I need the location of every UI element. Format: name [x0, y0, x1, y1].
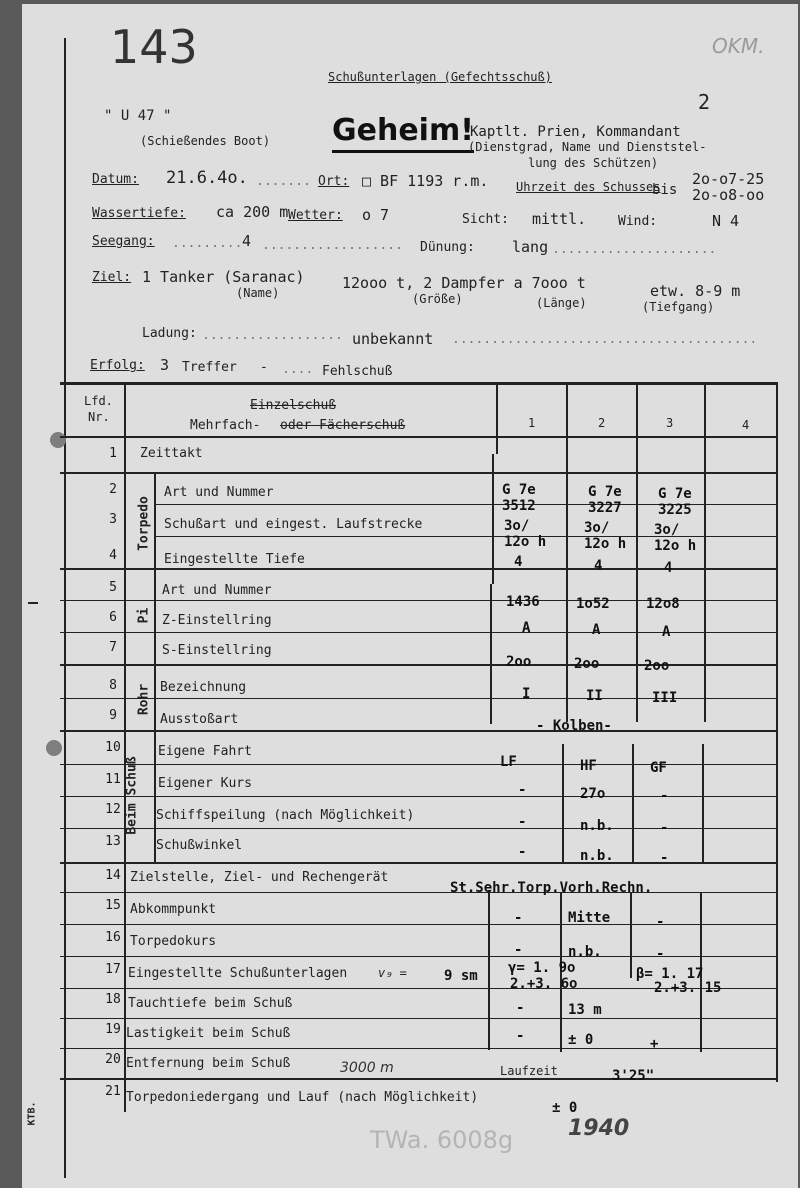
- secret-stamp: Geheim!: [332, 112, 474, 153]
- wind-label: Wind:: [618, 214, 658, 229]
- row-label: Tauchtiefe beim Schuß: [128, 996, 293, 1011]
- cell-r2-c1a: G 7e: [502, 482, 536, 498]
- footer-faint-stamp: TWa. 6008g: [370, 1126, 514, 1154]
- table-top-border: [60, 382, 778, 385]
- boat-name: " U 47 ": [104, 108, 172, 124]
- target-name-caption: (Name): [236, 286, 280, 300]
- row-label: S-Einstellring: [162, 643, 272, 658]
- row-number: 13: [105, 834, 121, 849]
- success-dots: ....: [282, 362, 314, 377]
- row-number: 3: [109, 512, 117, 527]
- success-label: Erfolg:: [90, 358, 145, 373]
- row-line-11: [60, 796, 776, 797]
- row-number: 20: [105, 1052, 121, 1067]
- cell-r2-c3b: 3225: [658, 502, 692, 518]
- cell-r3-c2a: 3o/: [584, 520, 610, 536]
- cargo-label: Ladung:: [142, 326, 197, 341]
- row-line-12: [60, 828, 776, 829]
- cell-r5-c1: 1436: [506, 594, 540, 610]
- cell-r15-c3: -: [656, 914, 665, 930]
- sea-label: Seegang:: [92, 234, 155, 249]
- table-header-border: [60, 436, 778, 438]
- col-line-2-mid: [562, 744, 564, 864]
- cell-r16-c1: -: [514, 942, 523, 958]
- col-line-4-mid: [702, 744, 704, 864]
- col-line-group: [154, 472, 156, 862]
- time-to: 2o-o8-oo: [692, 186, 765, 204]
- cell-r16-c3: -: [656, 946, 665, 962]
- cell-r17-v-label: v₉ =: [378, 966, 407, 980]
- row-label: Bezeichnung: [160, 680, 247, 695]
- cell-r12-c1: -: [518, 814, 527, 830]
- date-label: Datum:: [92, 172, 139, 187]
- cell-r2-c2a: G 7e: [588, 484, 622, 500]
- weather-label: Wetter:: [288, 208, 343, 223]
- sea-value: 4: [242, 232, 252, 250]
- row-line-3: [156, 536, 776, 537]
- commander-caption-1: (Dienstgrad, Name und Dienststel-: [468, 140, 707, 154]
- row-line-10: [60, 764, 776, 765]
- cell-r15-c2: Mitte: [568, 910, 611, 926]
- cell-r10-c3: GF: [650, 760, 667, 776]
- target-name: 1 Tanker (Saranac): [142, 268, 305, 286]
- target-size: 12ooo t, 2 Dampfer a 7ooo t: [342, 274, 586, 292]
- punch-hole-bottom: [46, 740, 62, 756]
- cell-r6-c3: A: [662, 624, 671, 640]
- cell-r21-value: ± 0: [552, 1100, 578, 1116]
- cell-r3-c1b: 12o h: [504, 534, 547, 550]
- success-dash: -: [260, 360, 268, 375]
- cell-r9-kolben: - Kolben-: [536, 718, 612, 734]
- row-label: Eigener Kurs: [158, 776, 252, 791]
- sea-dots-2: ..................: [262, 238, 403, 253]
- cell-r12-c2: n.b.: [580, 818, 614, 834]
- cell-r4-c2: 4: [594, 558, 603, 574]
- target-label: Ziel:: [92, 270, 132, 285]
- group-rohr: Rohr: [136, 683, 152, 716]
- cell-r3-c2b: 12o h: [584, 536, 627, 552]
- cell-r2-c3a: G 7e: [658, 486, 692, 502]
- document-page: [22, 4, 798, 1188]
- col-line-1-b: [490, 584, 492, 724]
- cell-r5-c2: 1o52: [576, 596, 610, 612]
- row-label: Torpedoniedergang und Lauf (nach Möglichkeit): [126, 1090, 479, 1105]
- target-length-caption: (Länge): [536, 296, 587, 310]
- cargo-value: unbekannt: [352, 330, 434, 348]
- cargo-dots: ..................: [202, 328, 343, 343]
- cell-r17-v-value: 9 sm: [444, 968, 478, 984]
- col-line-right: [776, 382, 778, 1082]
- head-single-struck: Einzelschuß: [250, 398, 337, 413]
- cell-r20-laufzeit-value: 3'25": [612, 1068, 655, 1084]
- cell-r11-c2: 27o: [580, 786, 606, 802]
- group-beim-schuss: Beim Schuß: [124, 756, 140, 835]
- depth-label: Wassertiefe:: [92, 206, 186, 221]
- row-number: 21: [105, 1084, 121, 1099]
- head-fan-struck: oder Fächerschuß: [280, 418, 406, 433]
- cell-r11-c3: -: [660, 788, 669, 804]
- row-number: 2: [109, 482, 117, 497]
- head-col-1: 1: [528, 416, 536, 430]
- head-lfd: Lfd.: [84, 394, 113, 408]
- col-line-1-top: [496, 382, 498, 454]
- row-line-16: [60, 956, 776, 957]
- boat-caption: (Schießendes Boot): [140, 134, 271, 148]
- row-label: Eigene Fahrt: [158, 744, 252, 759]
- date-value: 21.6.4o.: [166, 168, 248, 188]
- row-line-20: [60, 1078, 776, 1080]
- row-line-9: [60, 730, 776, 732]
- margin-tick: [28, 602, 38, 604]
- row-label: Art und Nummer: [162, 583, 272, 598]
- sea-dots: .........: [172, 236, 243, 251]
- row-label: Ausstoßart: [160, 712, 239, 727]
- row-line-18: [60, 1018, 776, 1019]
- row-number: 1: [109, 446, 117, 461]
- row-number: 8: [109, 678, 117, 693]
- archive-number: 143: [110, 20, 198, 74]
- cell-r19-c3: +: [650, 1036, 659, 1052]
- page-number: 2: [698, 90, 711, 114]
- weather-value: o 7: [362, 206, 390, 224]
- archive-stamp: OKM.: [712, 34, 765, 58]
- row-number: 7: [109, 640, 117, 655]
- cell-r3-c1a: 3o/: [504, 518, 530, 534]
- cell-r10-c1: LF: [500, 754, 517, 770]
- head-col-2: 2: [598, 416, 606, 430]
- row-number: 12: [105, 802, 121, 817]
- cell-r3-c3a: 3o/: [654, 522, 680, 538]
- cell-r8-c2: II: [586, 688, 603, 704]
- head-multi: Mehrfach-: [190, 418, 261, 433]
- row-number: 10: [105, 740, 121, 755]
- cell-r19-c2: ± 0: [568, 1032, 594, 1048]
- row-line-14: [60, 892, 776, 893]
- cell-r6-c2: A: [592, 622, 601, 638]
- swell-label: Dünung:: [420, 240, 475, 255]
- row-number: 4: [109, 548, 117, 563]
- cell-r17-beta-2: 2.+3. 15: [654, 980, 722, 996]
- cell-r8-c1: I: [522, 686, 531, 702]
- cell-r16-c2: n.b.: [568, 944, 602, 960]
- cell-r11-c1: -: [518, 782, 527, 798]
- cell-r4-c3: 4: [664, 560, 673, 576]
- cell-r13-c2: n.b.: [580, 848, 614, 864]
- col-line-4-top: [704, 382, 706, 722]
- row-line-1: [60, 472, 776, 474]
- cargo-dots-2: .......................................: [452, 332, 758, 347]
- time-bis: bis: [652, 182, 678, 198]
- row-label: Torpedokurs: [130, 934, 217, 949]
- row-line-19: [60, 1048, 776, 1049]
- cell-r7-c2: 2oo: [574, 656, 600, 672]
- visibility-value: mittl.: [532, 210, 587, 228]
- cell-r5-c3: 12o8: [646, 596, 680, 612]
- target-draft-caption: (Tiefgang): [642, 300, 715, 314]
- success-hits-word: Treffer: [182, 360, 237, 375]
- row-label: Zielstelle, Ziel- und Rechengerät: [130, 870, 389, 885]
- col-line-2-top: [566, 382, 568, 722]
- row-number: 18: [105, 992, 121, 1007]
- cell-r2-c1b: 3512: [502, 498, 536, 514]
- place-label: Ort:: [318, 174, 350, 189]
- row-label: Eingestellte Tiefe: [164, 552, 305, 567]
- target-draft: etw. 8-9 m: [650, 282, 741, 300]
- wind-value: N 4: [712, 212, 740, 230]
- form-heading: Schußunterlagen (Gefechtsschuß): [328, 70, 552, 84]
- cell-r20-laufzeit-label: Laufzeit: [500, 1064, 558, 1078]
- cell-r10-c2: HF: [580, 758, 597, 774]
- time-label: Uhrzeit des Schusses: [516, 180, 661, 194]
- cell-r7-c3: 2oo: [644, 658, 670, 674]
- row-label: Schußart und eingest. Laufstrecke: [164, 517, 423, 532]
- group-torpedo: Torpedo: [136, 496, 152, 551]
- success-miss: Fehlschuß: [322, 364, 393, 379]
- row-line-13: [60, 862, 776, 864]
- commander-caption-2: lung des Schützen): [528, 156, 659, 170]
- cell-r12-c3: -: [660, 820, 669, 836]
- head-nr: Nr.: [88, 410, 110, 424]
- cell-r3-c3b: 12o h: [654, 538, 697, 554]
- depth-value: ca 200 m: [216, 203, 289, 221]
- row-line-15: [60, 924, 776, 925]
- row-number: 17: [105, 962, 121, 977]
- row-label: Zeittakt: [140, 446, 203, 461]
- row-number: 9: [109, 708, 117, 723]
- cell-r18-c1: -: [516, 1000, 525, 1016]
- swell-dots: .....................: [552, 242, 717, 257]
- time-from: 2o-o7-25: [692, 170, 765, 188]
- cell-r14-device: St.Sehr.Torp.Vorh.Rechn.: [450, 880, 653, 896]
- group-pi: Pi: [136, 607, 152, 624]
- row-label: Z-Einstellring: [162, 613, 272, 628]
- cell-r8-c3: III: [652, 690, 678, 706]
- row-number: 16: [105, 930, 121, 945]
- row-number: 15: [105, 898, 121, 913]
- success-hits: 3: [160, 356, 170, 374]
- visibility-label: Sicht:: [462, 212, 509, 227]
- commander-name: Kaptlt. Prien, Kommandant: [470, 124, 681, 140]
- head-col-4: 4: [742, 418, 750, 432]
- col-line-3-mid: [632, 744, 634, 864]
- footer-year-stamp: 1940: [568, 1116, 630, 1141]
- row-number: 5: [109, 580, 117, 595]
- cell-r18-c2: 13 m: [568, 1002, 602, 1018]
- head-col-3: 3: [666, 416, 674, 430]
- row-label: Schußwinkel: [156, 838, 243, 853]
- side-mark: KTB.: [26, 1101, 38, 1126]
- left-margin-line: [64, 38, 66, 1178]
- row-label: Eingestellte Schußunterlagen: [128, 966, 348, 981]
- cell-r17-gamma-1: γ= 1. 9o: [508, 960, 576, 976]
- col-line-3-bot: [630, 892, 632, 978]
- cell-r17-beta-1: β= 1. 17: [636, 966, 704, 982]
- cell-r15-c1: -: [514, 910, 523, 926]
- cell-r4-c1: 4: [514, 554, 523, 570]
- row-number: 14: [105, 868, 121, 883]
- cell-r17-gamma-2: 2.+3. 6o: [510, 976, 578, 992]
- cell-r7-c1: 2oo: [506, 654, 532, 670]
- row-number: 19: [105, 1022, 121, 1037]
- cell-r6-c1: A: [522, 620, 531, 636]
- row-label: Lastigkeit beim Schuß: [126, 1026, 291, 1041]
- col-line-3-top: [636, 382, 638, 722]
- cell-r13-c1: -: [518, 844, 527, 860]
- date-dots: .......: [256, 174, 311, 189]
- row-label: Art und Nummer: [164, 485, 274, 500]
- cell-r19-c1: -: [516, 1028, 525, 1044]
- row-label: Schiffspeilung (nach Möglichkeit): [156, 808, 415, 823]
- cell-r13-c3: -: [660, 850, 669, 866]
- col-line-1-c: [488, 890, 490, 1050]
- cell-r2-c2b: 3227: [588, 500, 622, 516]
- row-label: Entfernung beim Schuß: [126, 1056, 291, 1071]
- place-value: □ BF 1193 r.m.: [362, 172, 489, 190]
- cell-r20-handwritten: 3000 m: [340, 1060, 394, 1076]
- target-size-caption: (Größe): [412, 292, 463, 306]
- swell-value: lang: [512, 238, 549, 256]
- row-number: 11: [105, 772, 121, 787]
- row-label: Abkommpunkt: [130, 902, 217, 917]
- punch-hole-top: [50, 432, 66, 448]
- row-number: 6: [109, 610, 117, 625]
